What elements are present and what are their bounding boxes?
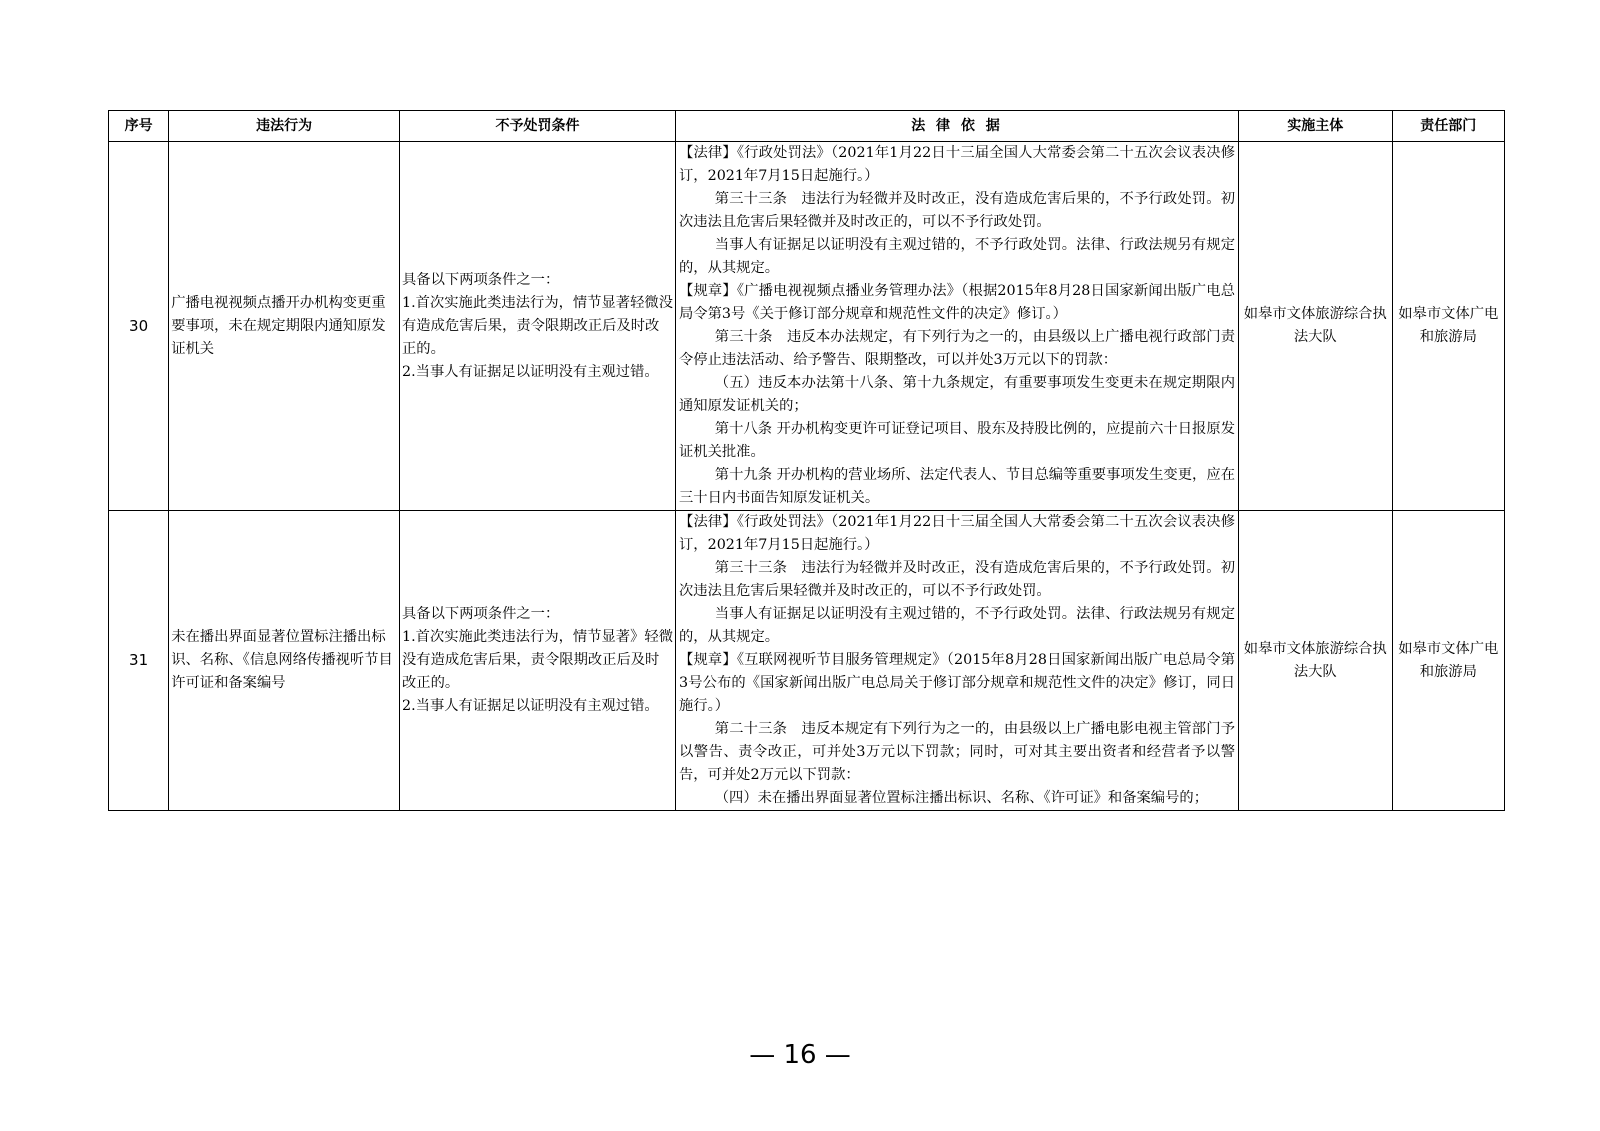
basis-paragraph: 【法律】《行政处罚法》（2021年1月22日十三届全国人大常委会第二十五次会议表决修订，2021年7月15日起施行。） xyxy=(679,145,1236,184)
table-row xyxy=(109,142,1505,511)
condition-line: 具备以下两项条件之一： xyxy=(402,606,560,622)
basis-paragraph: （五）违反本办法第十八条、第十九条规定，有重要事项发生变更未在规定期限内通知原发证机关的； xyxy=(679,375,1236,414)
condition-line: 2.当事人有证据足以证明没有主观过错。 xyxy=(402,363,659,380)
department-cell: 如皋市文体广电和旅游局 xyxy=(1392,511,1504,811)
header-department: 责任部门 xyxy=(1392,111,1504,142)
department-cell: 如皋市文体广电和旅游局 xyxy=(1392,142,1504,511)
conditions-cell xyxy=(400,511,676,811)
header-row xyxy=(109,111,1505,142)
header-agency: 实施主体 xyxy=(1239,111,1393,142)
header-no: 序号 xyxy=(109,111,169,142)
condition-line: 具备以下两项条件之一： xyxy=(402,271,560,288)
legal-basis-cell xyxy=(676,142,1239,511)
basis-paragraph: （四）未在播出界面显著位置标注播出标识、名称、《许可证》和备案编号的； xyxy=(714,790,1208,806)
basis-paragraph: 第十九条 开办机构的营业场所、法定代表人、节目总编等重要事项发生变更，应在三十日内书面告知原发证机关。 xyxy=(679,467,1236,506)
agency-cell: 如皋市文体旅游综合执法大队 xyxy=(1239,511,1393,811)
condition-line: 1.首次实施此类违法行为，情节显著》轻微没有造成危害后果，责令限期改正后及时改正的。 xyxy=(402,629,673,691)
header-violation: 违法行为 xyxy=(169,111,400,142)
header-legal-basis: 法 律 依 据 xyxy=(676,111,1239,142)
condition-line: 2.当事人有证据足以证明没有主观过错。 xyxy=(402,698,659,714)
conditions-cell xyxy=(400,142,676,511)
row-number: 30 xyxy=(109,142,169,511)
basis-paragraph: 第三十三条 违法行为轻微并及时改正，没有造成危害后果的，不予行政处罚。初次违法且危害后果轻微并及时改正的，可以不予行政处罚。 xyxy=(679,560,1236,599)
basis-paragraph: 当事人有证据足以证明没有主观过错的，不予行政处罚。法律、行政法规另有规定的，从其规定。 xyxy=(679,606,1236,645)
basis-paragraph: 当事人有证据足以证明没有主观过错的，不予行政处罚。法律、行政法规另有规定的，从其规定。 xyxy=(679,237,1236,276)
table-row xyxy=(109,511,1505,811)
violation-cell: 未在播出界面显著位置标注播出标识、名称、《信息网络传播视听节目许可证和备案编号 xyxy=(169,511,400,811)
agency-cell: 如皋市文体旅游综合执法大队 xyxy=(1239,142,1393,511)
page-number: — 16 — xyxy=(749,1040,851,1070)
basis-paragraph: 【规章】《互联网视听节目服务管理规定》（2015年8月28日国家新闻出版广电总局令第3号公布的《国家新闻出版广电总局关于修订部分规章和规范性文件的决定》修订，同日施行。） xyxy=(679,652,1236,714)
basis-paragraph: 【规章】《广播电视视频点播业务管理办法》（根据2015年8月28日国家新闻出版广电总局令第3号《关于修订部分规章和规范性文件的决定》修订。） xyxy=(679,283,1236,322)
header-conditions: 不予处罚条件 xyxy=(400,111,676,142)
basis-paragraph: 第三十三条 违法行为轻微并及时改正，没有造成危害后果的，不予行政处罚。初次违法且危害后果轻微并及时改正的，可以不予行政处罚。 xyxy=(679,191,1236,230)
penalty-table xyxy=(108,110,1505,811)
basis-paragraph: 第十八条 开办机构变更许可证登记项目、股东及持股比例的，应提前六十日报原发证机关批准。 xyxy=(679,421,1236,460)
condition-line: 1.首次实施此类违法行为，情节显著轻微没有造成危害后果，责令限期改正后及时改正的。 xyxy=(402,294,673,357)
row-number: 31 xyxy=(109,511,169,811)
basis-paragraph: 第三十条 违反本办法规定，有下列行为之一的，由县级以上广播电视行政部门责令停止违法活动、给予警告、限期整改，可以并处3万元以下的罚款： xyxy=(679,329,1236,368)
legal-basis-cell xyxy=(676,511,1239,811)
basis-paragraph: 【法律】《行政处罚法》（2021年1月22日十三届全国人大常委会第二十五次会议表决修订，2021年7月15日起施行。） xyxy=(679,514,1236,553)
basis-paragraph: 第二十三条 违反本规定有下列行为之一的，由县级以上广播电影电视主管部门予以警告、责令改正，可并处3万元以下罚款；同时，可对其主要出资者和经营者予以警告，可并处2万元以下罚款： xyxy=(679,721,1236,783)
violation-cell: 广播电视视频点播开办机构变更重要事项，未在规定期限内通知原发证机关 xyxy=(169,142,400,511)
